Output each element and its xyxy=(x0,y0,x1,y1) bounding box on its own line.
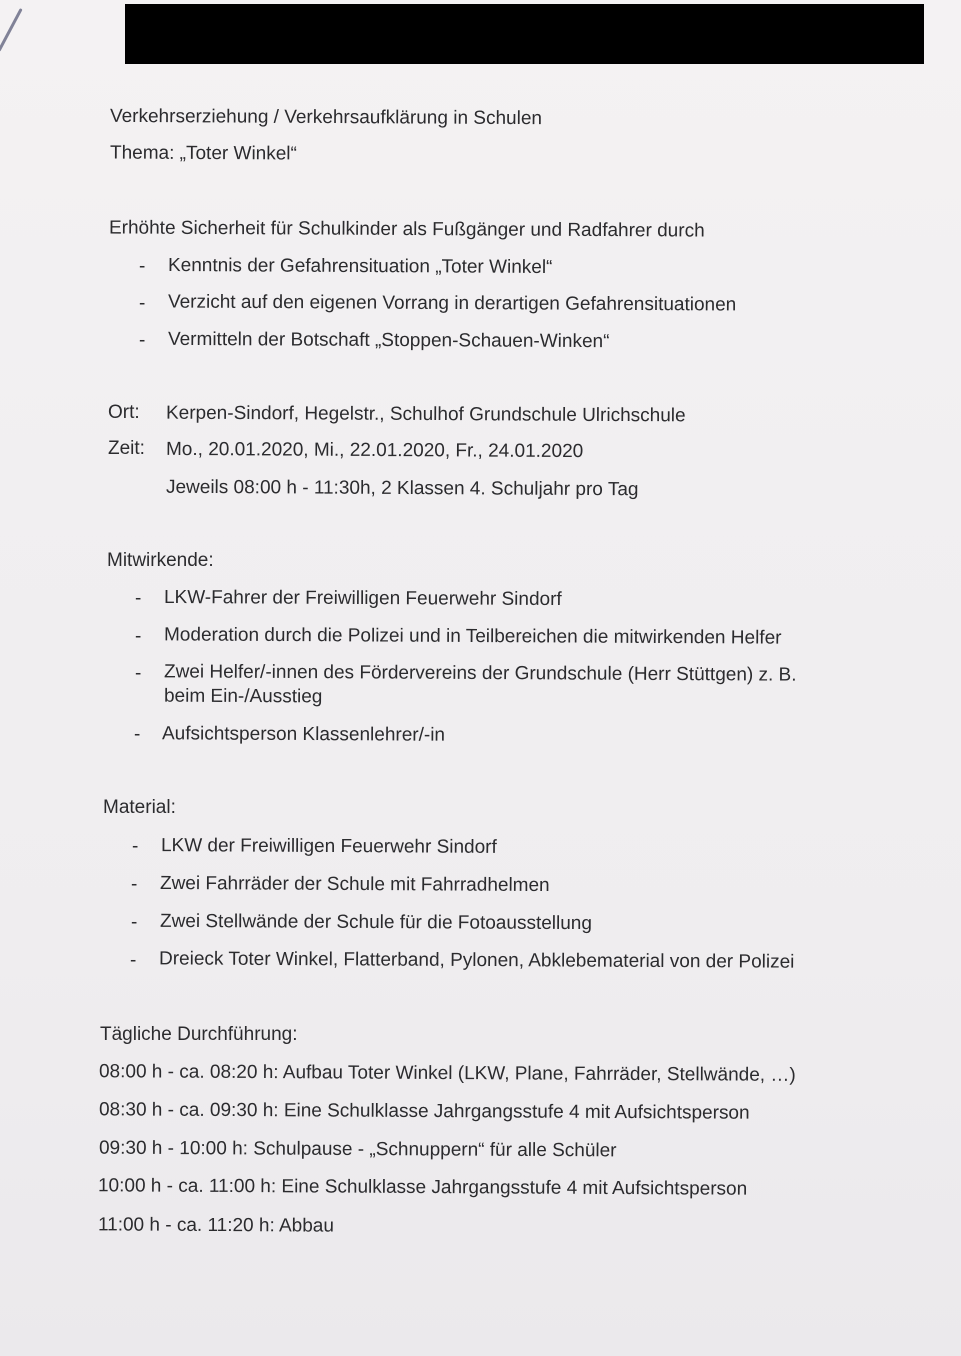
bullet-dash: - xyxy=(139,256,146,277)
ablauf-item: 08:30 h - ca. 09:30 h: Eine Schulklasse Jahrgangsstufe 4 mit Aufsichtsperson xyxy=(98,1099,750,1124)
bullet-dash: - xyxy=(139,330,146,351)
bullet-dash: - xyxy=(135,588,142,609)
ort-label: Ort: xyxy=(108,402,140,423)
bullet-dash: - xyxy=(132,836,139,857)
goal-item: Verzicht auf den eigenen Vorrang in derartigen Gefahrensituationen xyxy=(167,291,737,316)
goal-item: Vermitteln der Botschaft „Stoppen-Schauen-Winken“ xyxy=(167,328,610,353)
pen-stroke-mark xyxy=(0,8,23,52)
document-topic: Thema: „Toter Winkel“ xyxy=(109,142,297,165)
bullet-dash: - xyxy=(131,874,138,895)
goal-item: Kenntnis der Gefahrensituation „Toter Winkel“ xyxy=(167,254,553,279)
document-heading: Verkehrserziehung / Verkehrsaufklärung in Schulen xyxy=(109,105,543,130)
material-item: Dreieck Toter Winkel, Flatterband, Pylonen, Abklebematerial von der Polizei xyxy=(158,948,795,973)
bullet-dash: - xyxy=(131,912,138,933)
zeit-extra: Jeweils 08:00 h - 11:30h, 2 Klassen 4. Schuljahr pro Tag xyxy=(165,476,639,501)
mitwirkende-title: Mitwirkende: xyxy=(107,550,214,571)
goals-intro: Erhöhte Sicherheit für Schulkinder als Fußgänger und Radfahrer durch xyxy=(108,217,705,242)
ablauf-title: Tägliche Durchführung: xyxy=(100,1024,298,1045)
zeit-value: Mo., 20.01.2020, Mi., 22.01.2020, Fr., 24.01.2020 xyxy=(165,438,584,463)
ablauf-item: 08:00 h - ca. 08:20 h: Aufbau Toter Winkel (LKW, Plane, Fahrräder, Stellwände, …) xyxy=(98,1061,796,1086)
ablauf-item: 09:30 h - 10:00 h: Schulpause - „Schnuppern“ für alle Schüler xyxy=(98,1137,617,1162)
material-item: LKW der Freiwilligen Feuerwehr Sindorf xyxy=(160,835,497,858)
bullet-dash: - xyxy=(134,724,141,745)
material-title: Material: xyxy=(103,797,176,818)
mitwirkende-item-continuation: beim Ein-/Ausstieg xyxy=(163,685,323,708)
mitwirkende-item: LKW-Fahrer der Freiwilligen Feuerwehr Sindorf xyxy=(163,586,562,611)
zeit-label: Zeit: xyxy=(108,438,145,459)
bullet-dash: - xyxy=(139,293,146,314)
ablauf-item: 10:00 h - ca. 11:00 h: Eine Schulklasse Jahrgangsstufe 4 mit Aufsichtsperson xyxy=(97,1175,748,1200)
material-item: Zwei Stellwände der Schule für die Fotoausstellung xyxy=(159,910,593,935)
bullet-dash: - xyxy=(135,626,142,647)
ablauf-item: 11:00 h - ca. 11:20 h: Abbau xyxy=(97,1214,334,1237)
bullet-dash: - xyxy=(135,663,142,684)
mitwirkende-item: Zwei Helfer/-innen des Fördervereins der Grundschule (Herr Stüttgen) z. B. xyxy=(163,661,797,686)
ort-value: Kerpen-Sindorf, Hegelstr., Schulhof Grundschule Ulrichschule xyxy=(165,402,686,427)
mitwirkende-item: Aufsichtsperson Klassenlehrer/-in xyxy=(161,723,446,746)
material-item: Zwei Fahrräder der Schule mit Fahrradhelmen xyxy=(159,872,550,897)
mitwirkende-item: Moderation durch die Polizei und in Teilbereichen die mitwirkenden Helfer xyxy=(163,624,782,649)
bullet-dash: - xyxy=(130,950,137,971)
redacted-letterhead xyxy=(125,4,924,64)
